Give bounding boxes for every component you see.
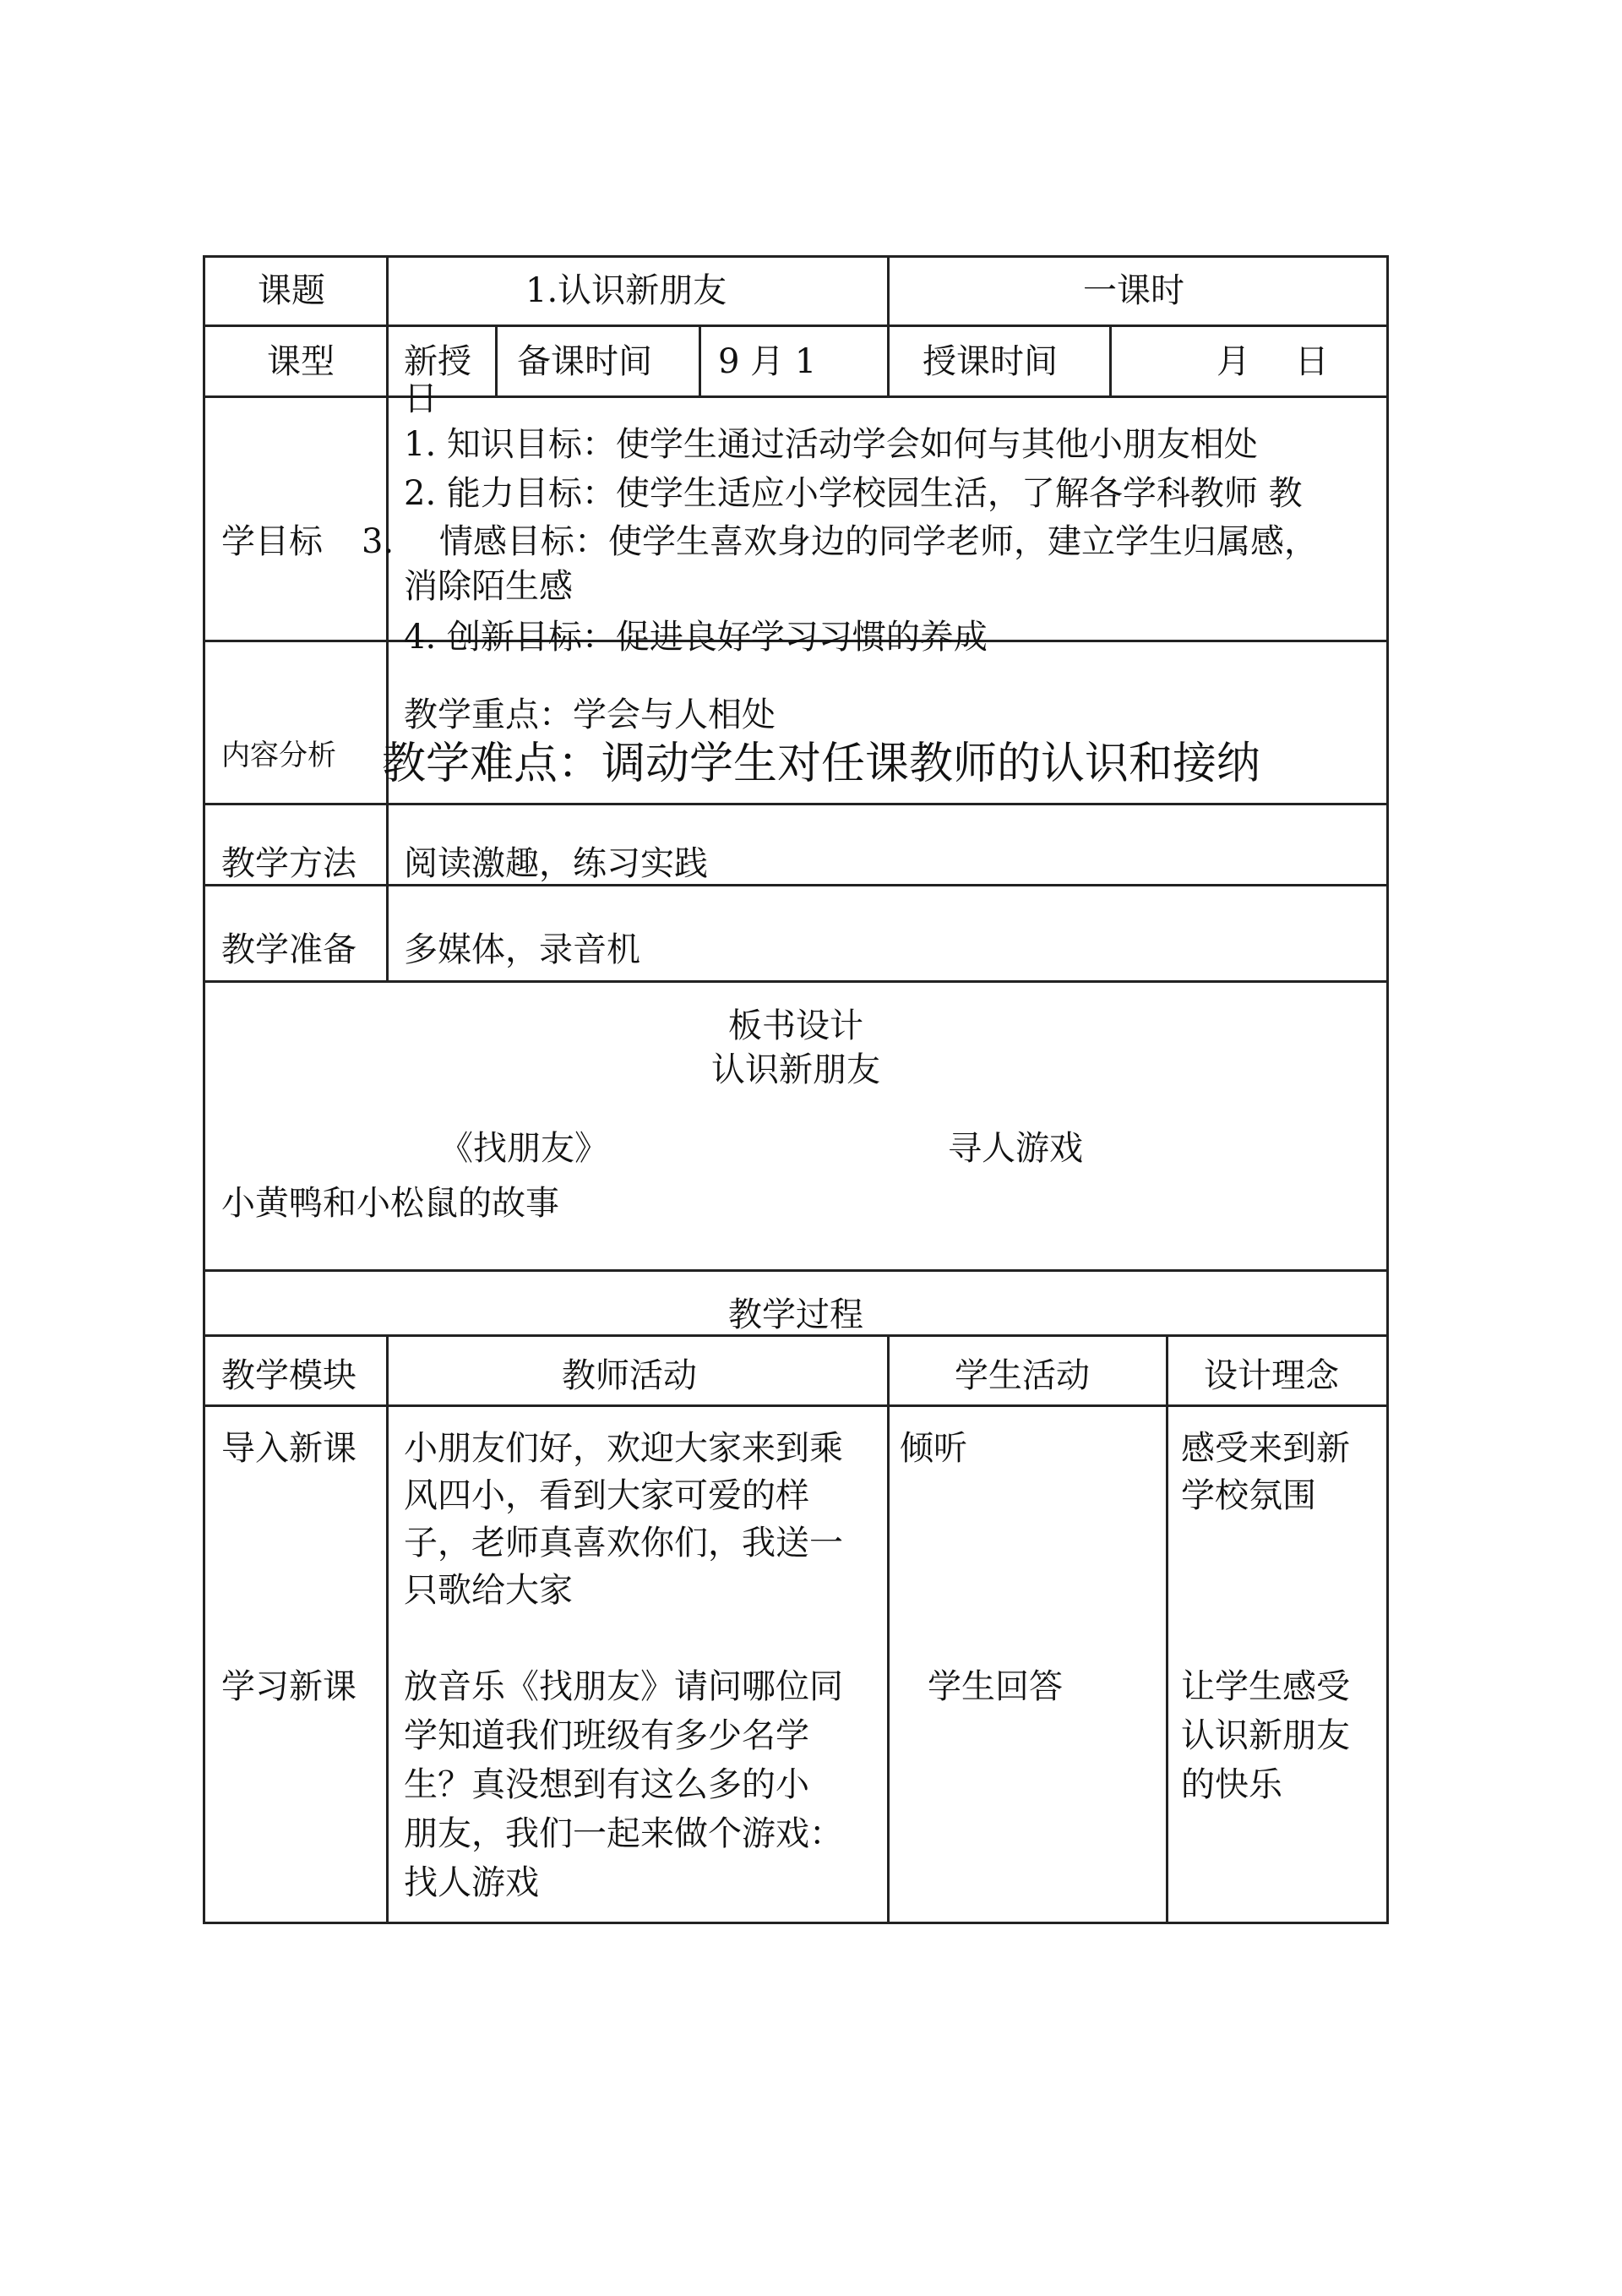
topic-label: 课题 [258,271,325,310]
objective-item: 2. 能力目标：使学生适应小学校园生活，了解各学科教师 教 [404,474,1303,513]
concept-line: 的快乐 [1181,1765,1282,1804]
concept-line: 让学生感受 [1181,1667,1350,1706]
student-activity-cell: 学生回答 [928,1667,1063,1706]
objective-item: 消除陌生感 [404,567,573,606]
key-point: 教学重点：学会与人相处 [404,695,776,734]
table-line [203,255,1389,258]
objective-item: 1. 知识目标：使学生通过活动学会如何与其他小朋友相处 [404,425,1258,464]
board-bottom: 小黄鸭和小松鼠的故事 [221,1184,559,1223]
teacher-activity-line: 放音乐《找朋友》请问哪位同 [404,1667,843,1706]
table-line [203,1269,1389,1272]
concept-line: 学校氛围 [1181,1476,1316,1515]
topic-value: 1.认识新朋友 [525,271,727,310]
teacher-activity-line: 生？真没想到有这么多的小 [404,1765,809,1804]
module-cell: 学习新课 [221,1667,357,1706]
column-header: 设计理念 [1204,1356,1339,1395]
prep-value: 多媒体，录音机 [404,930,640,969]
type-value-overflow: 日 [404,379,438,418]
objective-item: 情感目标：使学生喜欢身边的同学老师，建立学生归属感， [439,522,1318,561]
teach-time-value: 月 日 [1216,342,1329,381]
teach-time-label: 授课时间 [923,342,1058,381]
table-line [1109,324,1112,395]
table-line [203,1922,1389,1924]
teacher-activity-line: 小朋友们好，欢迎大家来到乘 [404,1429,843,1468]
method-value: 阅读激趣，练习实践 [404,844,708,883]
board-left: 《找朋友》 [439,1129,608,1168]
table-line [203,395,1389,398]
table-line [1166,1334,1168,1924]
objective-number: 3. [362,522,395,561]
board-heading: 板书设计 [728,1006,863,1045]
table-line [203,1404,1389,1407]
module-cell: 导入新课 [221,1429,357,1468]
objective-item: 4. 创新目标：促进良好学习习惯的养成 [404,618,988,657]
content-analysis-label: 内容分析 [221,739,336,772]
concept-line: 感受来到新 [1181,1429,1350,1468]
difficulty-point: 教学难点：调动学生对任课教师的认识和接纳 [382,739,1261,789]
teacher-activity-line: 学知道我们班级有多少名学 [404,1716,809,1755]
type-label: 课型 [267,342,335,381]
student-activity-cell: 倾听 [900,1429,967,1468]
table-line [495,324,498,395]
column-header: 学生活动 [955,1356,1090,1395]
teacher-activity-line: 只歌给大家 [404,1571,573,1610]
prep-time-label: 备课时间 [517,342,652,381]
process-heading: 教学过程 [728,1295,863,1334]
column-header: 教学模块 [221,1356,357,1395]
table-line [203,884,1389,886]
table-line [203,980,1389,983]
type-value: 新授 [404,342,471,381]
objectives-label: 学目标 [221,522,323,561]
teacher-activity-line: 风四小，看到大家可爱的样 [404,1476,809,1515]
table-line [386,255,389,980]
teacher-activity-line: 朋友，我们一起来做个游戏： [404,1814,843,1853]
table-line [203,803,1389,805]
table-line [386,1334,389,1924]
prep-label: 教学准备 [221,930,357,969]
teacher-activity-line: 找人游戏 [404,1863,539,1902]
table-line [887,255,890,395]
board-right: 寻人游戏 [948,1129,1083,1168]
prep-time-value: 9 月 1 [718,342,817,381]
table-line [699,324,701,395]
table-line [887,1334,890,1924]
periods-value: 一课时 [1083,271,1184,310]
board-title: 认识新朋友 [711,1050,880,1089]
teacher-activity-line: 子，老师真喜欢你们，我送一 [404,1524,843,1562]
column-header: 教师活动 [562,1356,697,1395]
concept-line: 认识新朋友 [1181,1716,1350,1755]
method-label: 教学方法 [221,844,357,883]
table-line [203,324,1389,327]
